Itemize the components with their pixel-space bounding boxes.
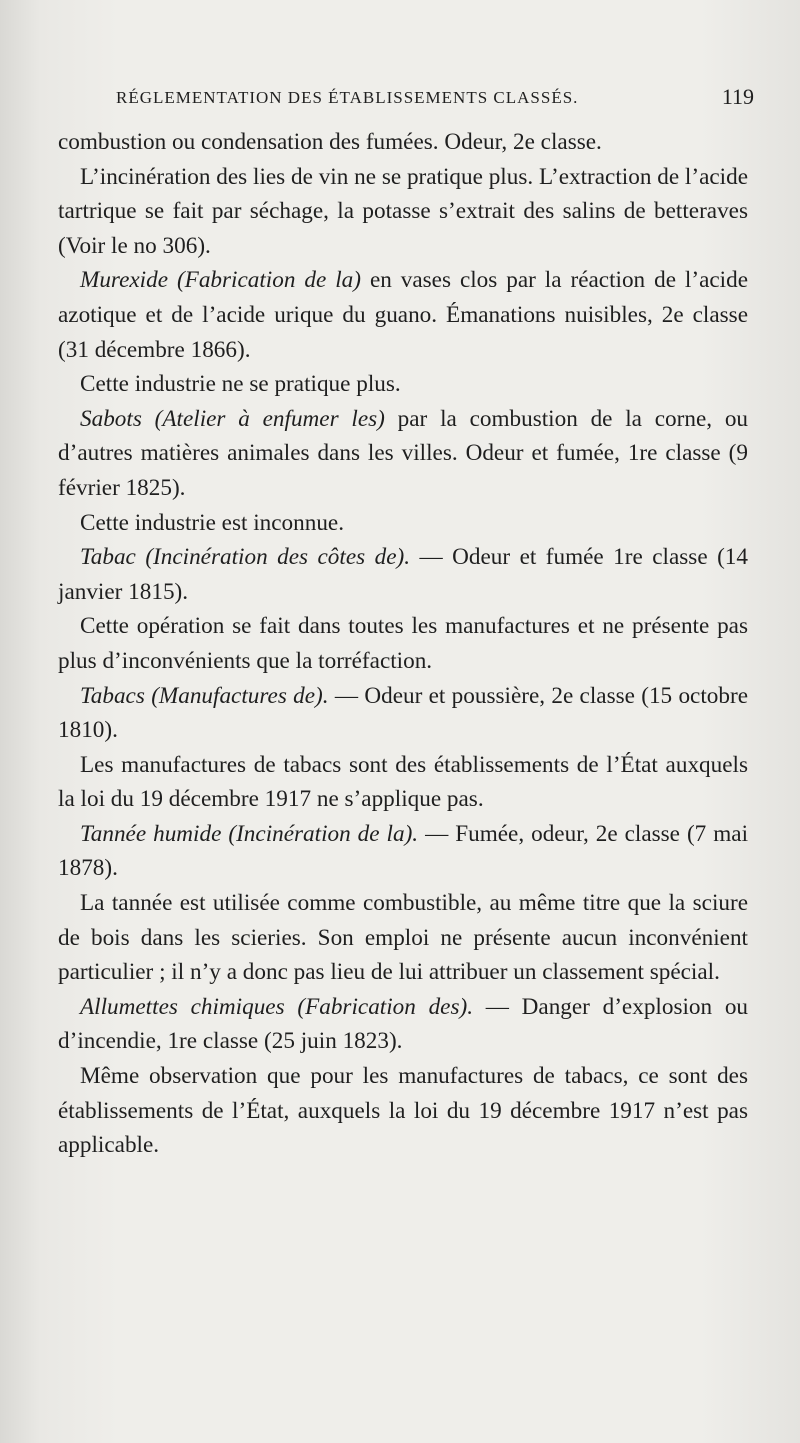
paragraph: combustion ou condensation des fumées. Odeur, 2e classe. — [58, 129, 602, 155]
entry-subtitle: (Fabrication des). — [297, 993, 474, 1020]
body-text — [58, 125, 748, 1163]
paragraph: Même observation que pour les manufactures de tabacs, ce sont des établissements de l’État, auxquels la loi du 19 décembre 1917 n’est pas applicable. — [58, 1063, 748, 1159]
entry-title: Tabacs — [80, 682, 145, 709]
entry-title: Allumettes chimiques — [80, 993, 285, 1020]
entry-paragraph: Tabacs (Manufactures de). — Odeur et poussière, 2e classe (15 octobre 1810). — [58, 682, 748, 744]
entry-paragraph: Tannée humide (Incinération de la). — Fumée, odeur, 2e classe (7 mai 1878). — [58, 820, 749, 882]
paragraph: La tannée est utilisée comme combustible, au même titre que la sciure de bois dans les scieries. Son emploi ne présente aucun inconvénient particulier ; il n’y a donc pas lieu de lui attribuer un classement spécial. — [58, 890, 748, 986]
entry-title: Sabots — [80, 405, 142, 432]
entry-subtitle: (Fabrication de la) — [176, 267, 361, 294]
header-title: RÉGLEMENTATION DES ÉTABLISSEMENTS CLASSÉS. — [116, 88, 579, 107]
paragraph: L’incinération des lies de vin ne se pratique plus. L’extraction de l’acide tartrique se fait par séchage, la potasse s’extrait des salins de betteraves (Voir le no 306). — [58, 163, 748, 259]
entry-paragraph: Tabac (Incinération des côtes de). — Odeur et fumée 1re classe (14 janvier 1815). — [58, 544, 748, 605]
paragraph: Cette industrie ne se pratique plus. — [80, 371, 401, 398]
entry-subtitle: (Manufactures de). — [151, 682, 329, 709]
entry-subtitle: (Incinération de la). — [228, 820, 419, 847]
paragraph: Les manufactures de tabacs sont des établissements de l’État auxquels la loi du 19 décembre 1917 ne s’applique pas. — [58, 751, 748, 813]
page-number: 119 — [721, 84, 754, 109]
entry-paragraph: Sabots (Atelier à enfumer les) par la combustion de la corne, ou d’autres matières animales dans les villes. Odeur et fumée, 1re classe (9 février 1825). — [58, 405, 749, 501]
paragraph: Cette opération se fait dans toutes les manufactures et ne présente pas plus d’inconvénients que la torréfaction. — [58, 613, 748, 674]
entry-subtitle: (Incinération des côtes de). — [145, 544, 411, 571]
entry-paragraph: Murexide (Fabrication de la) en vases clos par la réaction de l’acide azotique et de l’acide urique du guano. Émanations nuisibles, 2e classe (31 décembre 1866). — [58, 267, 749, 363]
entry-title: Tannée humide — [80, 820, 222, 847]
entry-subtitle: (Atelier à enfumer les) — [154, 405, 385, 432]
paragraph: Cette industrie est inconnue. — [80, 509, 345, 536]
entry-title: Murexide — [80, 267, 168, 294]
entry-title: Tabac — [80, 544, 136, 571]
entry-paragraph: Allumettes chimiques (Fabrication des). — Danger d’explosion ou d’incendie, 1re classe (25 juin 1823). — [58, 993, 749, 1055]
